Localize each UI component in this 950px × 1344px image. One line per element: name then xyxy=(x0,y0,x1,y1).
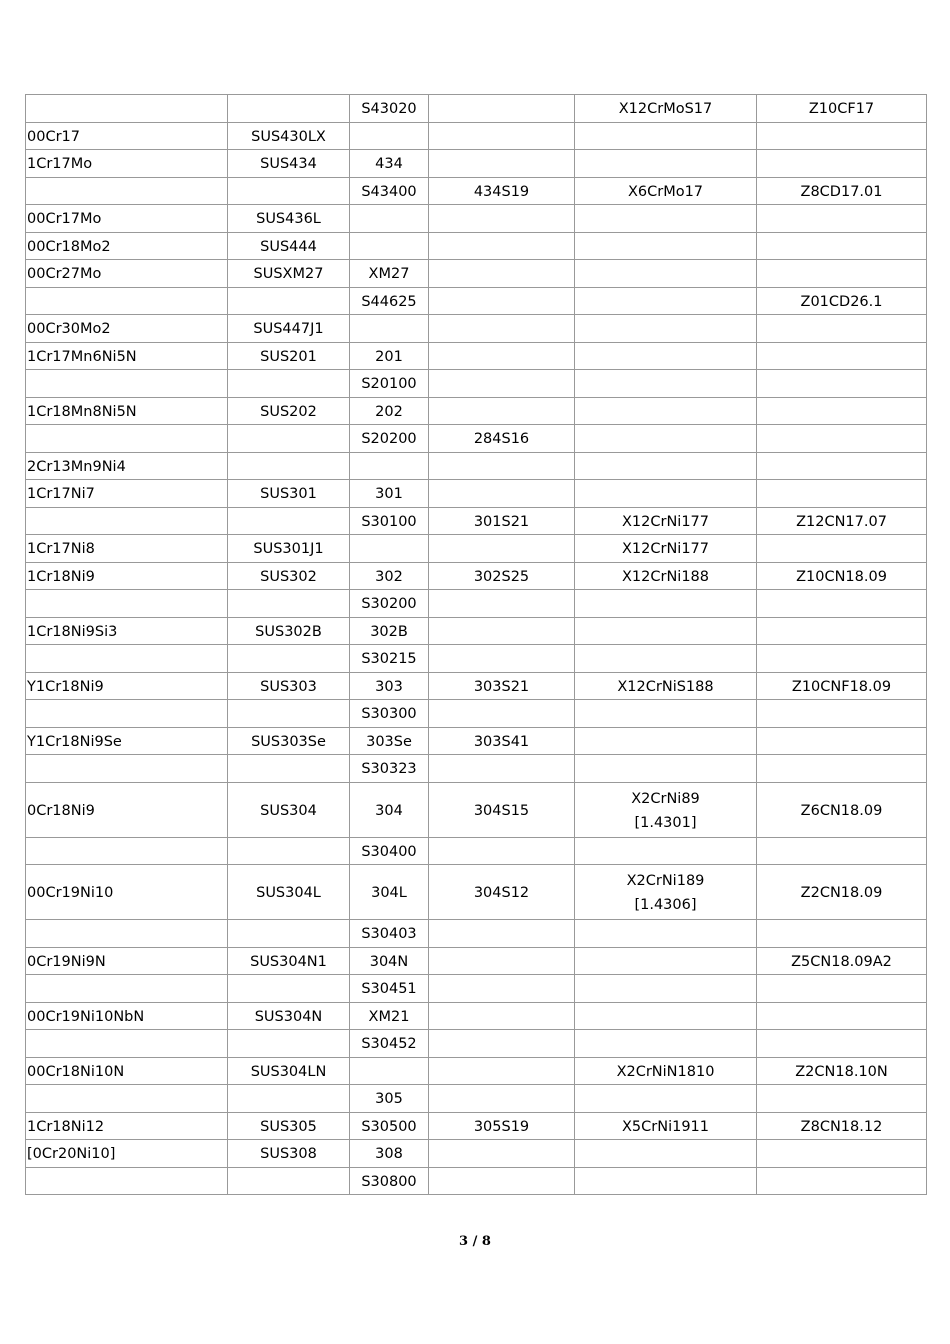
china-gb-grade-cell: 1Cr18Mn8Ni5N xyxy=(26,397,228,425)
china-gb-grade-cell xyxy=(26,700,228,728)
germany-din-grade-cell xyxy=(575,1030,757,1058)
uk-bs-grade-cell xyxy=(429,205,575,233)
table-row xyxy=(26,947,927,975)
usa-aisi-uns-grade-cell: S30215 xyxy=(350,645,429,673)
france-nf-grade-cell xyxy=(757,1167,927,1195)
japan-jis-grade-cell xyxy=(228,370,350,398)
uk-bs-grade-cell xyxy=(429,260,575,288)
table-row xyxy=(26,1167,927,1195)
table-row xyxy=(26,315,927,343)
table-row xyxy=(26,177,927,205)
uk-bs-grade-cell xyxy=(429,1002,575,1030)
china-gb-grade-cell: 1Cr17Ni7 xyxy=(26,480,228,508)
germany-din-grade-cell xyxy=(575,232,757,260)
uk-bs-grade-cell xyxy=(429,700,575,728)
china-gb-grade-cell xyxy=(26,837,228,865)
china-gb-grade-cell: 1Cr17Mo xyxy=(26,150,228,178)
germany-din-grade-cell xyxy=(575,782,757,837)
table-row xyxy=(26,122,927,150)
usa-aisi-uns-grade-cell: S30800 xyxy=(350,1167,429,1195)
uk-bs-grade-cell xyxy=(429,535,575,563)
table-row xyxy=(26,95,927,123)
japan-jis-grade-cell: SUS304L xyxy=(228,865,350,920)
usa-aisi-uns-grade-cell xyxy=(350,315,429,343)
usa-aisi-uns-grade-cell: 302 xyxy=(350,562,429,590)
table-row xyxy=(26,1002,927,1030)
uk-bs-grade-cell xyxy=(429,1167,575,1195)
germany-din-grade-cell xyxy=(575,1167,757,1195)
japan-jis-grade-cell: SUS308 xyxy=(228,1140,350,1168)
china-gb-grade-cell xyxy=(26,507,228,535)
germany-din-grade-cell xyxy=(575,947,757,975)
china-gb-grade-cell xyxy=(26,755,228,783)
france-nf-grade-cell: Z10CF17 xyxy=(757,95,927,123)
table-row xyxy=(26,1030,927,1058)
china-gb-grade-cell xyxy=(26,425,228,453)
china-gb-grade-cell: 0Cr18Ni9 xyxy=(26,782,228,837)
france-nf-grade-cell: Z5CN18.09A2 xyxy=(757,947,927,975)
japan-jis-grade-cell: SUS302 xyxy=(228,562,350,590)
france-nf-grade-cell xyxy=(757,480,927,508)
france-nf-grade-cell xyxy=(757,590,927,618)
france-nf-grade-cell: Z2CN18.10N xyxy=(757,1057,927,1085)
germany-din-grade-cell xyxy=(575,1002,757,1030)
france-nf-grade-cell xyxy=(757,920,927,948)
france-nf-grade-cell: Z10CNF18.09 xyxy=(757,672,927,700)
china-gb-grade-cell: [0Cr20Ni10] xyxy=(26,1140,228,1168)
france-nf-grade-cell xyxy=(757,645,927,673)
usa-aisi-uns-grade-cell: XM27 xyxy=(350,260,429,288)
uk-bs-grade-cell: 301S21 xyxy=(429,507,575,535)
usa-aisi-uns-grade-cell: S43020 xyxy=(350,95,429,123)
germany-din-grade-cell xyxy=(575,920,757,948)
germany-din-grade-cell xyxy=(575,700,757,728)
japan-jis-grade-cell: SUSXM27 xyxy=(228,260,350,288)
japan-jis-grade-cell xyxy=(228,95,350,123)
france-nf-grade-cell: Z2CN18.09 xyxy=(757,865,927,920)
usa-aisi-uns-grade-cell: S30323 xyxy=(350,755,429,783)
uk-bs-grade-cell xyxy=(429,645,575,673)
table-row xyxy=(26,150,927,178)
germany-din-grade-cell xyxy=(575,590,757,618)
germany-din-grade-cell xyxy=(575,260,757,288)
table-row xyxy=(26,865,927,920)
japan-jis-grade-cell: SUS305 xyxy=(228,1112,350,1140)
uk-bs-grade-cell: 304S12 xyxy=(429,865,575,920)
usa-aisi-uns-grade-cell xyxy=(350,1057,429,1085)
steel-grade-comparison-table xyxy=(25,94,927,1195)
germany-din-grade-cell xyxy=(575,122,757,150)
germany-din-grade-cell xyxy=(575,370,757,398)
japan-jis-grade-cell xyxy=(228,1030,350,1058)
china-gb-grade-cell: 1Cr18Ni12 xyxy=(26,1112,228,1140)
table-row xyxy=(26,1112,927,1140)
germany-din-grade-cell: X2CrNiN1810 xyxy=(575,1057,757,1085)
table-row xyxy=(26,342,927,370)
china-gb-grade-cell xyxy=(26,95,228,123)
japan-jis-grade-cell xyxy=(228,425,350,453)
japan-jis-grade-cell: SUS303 xyxy=(228,672,350,700)
japan-jis-grade-cell xyxy=(228,177,350,205)
uk-bs-grade-cell xyxy=(429,617,575,645)
france-nf-grade-cell xyxy=(757,1140,927,1168)
usa-aisi-uns-grade-cell: 201 xyxy=(350,342,429,370)
germany-din-grade-cell xyxy=(575,755,757,783)
table-row xyxy=(26,232,927,260)
uk-bs-grade-cell: 284S16 xyxy=(429,425,575,453)
germany-din-grade-cell: X12CrNi177 xyxy=(575,535,757,563)
china-gb-grade-cell: 00Cr18Mo2 xyxy=(26,232,228,260)
france-nf-grade-cell xyxy=(757,260,927,288)
china-gb-grade-cell xyxy=(26,645,228,673)
japan-jis-grade-cell: SUS201 xyxy=(228,342,350,370)
uk-bs-grade-cell xyxy=(429,342,575,370)
france-nf-grade-cell: Z8CD17.01 xyxy=(757,177,927,205)
table-row xyxy=(26,287,927,315)
france-nf-grade-cell xyxy=(757,205,927,233)
uk-bs-grade-cell xyxy=(429,1085,575,1113)
uk-bs-grade-cell xyxy=(429,452,575,480)
china-gb-grade-cell xyxy=(26,975,228,1003)
usa-aisi-uns-grade-cell xyxy=(350,452,429,480)
france-nf-grade-cell xyxy=(757,700,927,728)
china-gb-grade-cell: 00Cr17Mo xyxy=(26,205,228,233)
japan-jis-grade-cell: SUS304N1 xyxy=(228,947,350,975)
uk-bs-grade-cell: 304S15 xyxy=(429,782,575,837)
china-gb-grade-cell: 0Cr19Ni9N xyxy=(26,947,228,975)
germany-din-grade-cell xyxy=(575,865,757,920)
uk-bs-grade-cell xyxy=(429,397,575,425)
japan-jis-grade-cell xyxy=(228,1167,350,1195)
france-nf-grade-cell xyxy=(757,315,927,343)
germany-din-grade-cell: X6CrMo17 xyxy=(575,177,757,205)
germany-din-grade-cell xyxy=(575,150,757,178)
usa-aisi-uns-grade-cell: S20100 xyxy=(350,370,429,398)
france-nf-grade-cell xyxy=(757,837,927,865)
usa-aisi-uns-grade-cell: 303Se xyxy=(350,727,429,755)
usa-aisi-uns-grade-cell: S30200 xyxy=(350,590,429,618)
china-gb-grade-cell: 1Cr17Ni8 xyxy=(26,535,228,563)
china-gb-grade-cell: 1Cr17Mn6Ni5N xyxy=(26,342,228,370)
uk-bs-grade-cell xyxy=(429,287,575,315)
china-gb-grade-cell: 00Cr19Ni10 xyxy=(26,865,228,920)
japan-jis-grade-cell: SUS434 xyxy=(228,150,350,178)
usa-aisi-uns-grade-cell: 304N xyxy=(350,947,429,975)
germany-din-grade-cell xyxy=(575,397,757,425)
france-nf-grade-cell xyxy=(757,397,927,425)
germany-din-grade-cell xyxy=(575,617,757,645)
usa-aisi-uns-grade-cell: S30500 xyxy=(350,1112,429,1140)
china-gb-grade-cell: 1Cr18Ni9Si3 xyxy=(26,617,228,645)
japan-jis-grade-cell xyxy=(228,975,350,1003)
table-row xyxy=(26,837,927,865)
table-row xyxy=(26,260,927,288)
china-gb-grade-cell: Y1Cr18Ni9Se xyxy=(26,727,228,755)
din-material-number: [1.4301] xyxy=(634,814,697,831)
uk-bs-grade-cell: 303S21 xyxy=(429,672,575,700)
usa-aisi-uns-grade-cell: 303 xyxy=(350,672,429,700)
japan-jis-grade-cell: SUS304 xyxy=(228,782,350,837)
france-nf-grade-cell xyxy=(757,535,927,563)
japan-jis-grade-cell: SUS301J1 xyxy=(228,535,350,563)
japan-jis-grade-cell xyxy=(228,452,350,480)
france-nf-grade-cell xyxy=(757,232,927,260)
table-row xyxy=(26,205,927,233)
germany-din-grade-cell xyxy=(575,205,757,233)
usa-aisi-uns-grade-cell: 308 xyxy=(350,1140,429,1168)
japan-jis-grade-cell: SUS302B xyxy=(228,617,350,645)
steel-grade-table-container xyxy=(25,94,926,1195)
china-gb-grade-cell xyxy=(26,920,228,948)
uk-bs-grade-cell xyxy=(429,1140,575,1168)
table-row xyxy=(26,1085,927,1113)
france-nf-grade-cell: Z8CN18.12 xyxy=(757,1112,927,1140)
din-grade-name: X2CrNi89 xyxy=(631,790,700,807)
usa-aisi-uns-grade-cell: S44625 xyxy=(350,287,429,315)
uk-bs-grade-cell: 434S19 xyxy=(429,177,575,205)
table-row xyxy=(26,975,927,1003)
uk-bs-grade-cell xyxy=(429,1030,575,1058)
china-gb-grade-cell: 00Cr30Mo2 xyxy=(26,315,228,343)
china-gb-grade-cell xyxy=(26,287,228,315)
uk-bs-grade-cell xyxy=(429,1057,575,1085)
table-row xyxy=(26,920,927,948)
uk-bs-grade-cell xyxy=(429,95,575,123)
germany-din-grade-cell xyxy=(575,287,757,315)
usa-aisi-uns-grade-cell: 301 xyxy=(350,480,429,508)
usa-aisi-uns-grade-cell: S30452 xyxy=(350,1030,429,1058)
usa-aisi-uns-grade-cell: S20200 xyxy=(350,425,429,453)
japan-jis-grade-cell xyxy=(228,590,350,618)
table-row xyxy=(26,507,927,535)
usa-aisi-uns-grade-cell: S30300 xyxy=(350,700,429,728)
din-grade-name: X2CrNi189 xyxy=(626,873,705,889)
table-row xyxy=(26,590,927,618)
uk-bs-grade-cell: 302S25 xyxy=(429,562,575,590)
germany-din-grade-cell: X12CrMoS17 xyxy=(575,95,757,123)
france-nf-grade-cell xyxy=(757,122,927,150)
usa-aisi-uns-grade-cell: S30400 xyxy=(350,837,429,865)
france-nf-grade-cell: Z6CN18.09 xyxy=(757,782,927,837)
uk-bs-grade-cell xyxy=(429,122,575,150)
china-gb-grade-cell xyxy=(26,370,228,398)
japan-jis-grade-cell: SUS303Se xyxy=(228,727,350,755)
japan-jis-grade-cell xyxy=(228,1085,350,1113)
france-nf-grade-cell xyxy=(757,452,927,480)
china-gb-grade-cell xyxy=(26,1030,228,1058)
france-nf-grade-cell xyxy=(757,1002,927,1030)
china-gb-grade-cell xyxy=(26,1085,228,1113)
table-row xyxy=(26,562,927,590)
germany-din-grade-cell xyxy=(575,425,757,453)
usa-aisi-uns-grade-cell: S43400 xyxy=(350,177,429,205)
table-row xyxy=(26,755,927,783)
france-nf-grade-cell: Z10CN18.09 xyxy=(757,562,927,590)
usa-aisi-uns-grade-cell: S30451 xyxy=(350,975,429,1003)
china-gb-grade-cell xyxy=(26,590,228,618)
china-gb-grade-cell: 00Cr19Ni10NbN xyxy=(26,1002,228,1030)
uk-bs-grade-cell xyxy=(429,232,575,260)
table-row xyxy=(26,700,927,728)
table-row xyxy=(26,425,927,453)
japan-jis-grade-cell xyxy=(228,287,350,315)
uk-bs-grade-cell xyxy=(429,315,575,343)
france-nf-grade-cell xyxy=(757,617,927,645)
japan-jis-grade-cell: SUS436L xyxy=(228,205,350,233)
france-nf-grade-cell: Z01CD26.1 xyxy=(757,287,927,315)
japan-jis-grade-cell: SUS304N xyxy=(228,1002,350,1030)
china-gb-grade-cell: 00Cr17 xyxy=(26,122,228,150)
japan-jis-grade-cell xyxy=(228,755,350,783)
japan-jis-grade-cell: SUS444 xyxy=(228,232,350,260)
france-nf-grade-cell xyxy=(757,1085,927,1113)
japan-jis-grade-cell xyxy=(228,507,350,535)
germany-din-grade-cell xyxy=(575,975,757,1003)
france-nf-grade-cell xyxy=(757,150,927,178)
japan-jis-grade-cell: SUS301 xyxy=(228,480,350,508)
usa-aisi-uns-grade-cell xyxy=(350,232,429,260)
germany-din-grade-cell: X5CrNi1911 xyxy=(575,1112,757,1140)
japan-jis-grade-cell: SUS430LX xyxy=(228,122,350,150)
usa-aisi-uns-grade-cell: 434 xyxy=(350,150,429,178)
uk-bs-grade-cell: 303S41 xyxy=(429,727,575,755)
table-row xyxy=(26,535,927,563)
table-row xyxy=(26,782,927,837)
uk-bs-grade-cell xyxy=(429,150,575,178)
germany-din-grade-cell xyxy=(575,1140,757,1168)
germany-din-grade-cell xyxy=(575,837,757,865)
japan-jis-grade-cell: SUS304LN xyxy=(228,1057,350,1085)
uk-bs-grade-cell xyxy=(429,837,575,865)
uk-bs-grade-cell xyxy=(429,755,575,783)
germany-din-grade-cell: X12CrNi177 xyxy=(575,507,757,535)
uk-bs-grade-cell xyxy=(429,920,575,948)
usa-aisi-uns-grade-cell: 305 xyxy=(350,1085,429,1113)
france-nf-grade-cell xyxy=(757,1030,927,1058)
table-row xyxy=(26,672,927,700)
china-gb-grade-cell: 00Cr27Mo xyxy=(26,260,228,288)
table-body xyxy=(26,95,927,1195)
din-material-number: [1.4306] xyxy=(634,897,697,913)
usa-aisi-uns-grade-cell: S30100 xyxy=(350,507,429,535)
usa-aisi-uns-grade-cell: 304 xyxy=(350,782,429,837)
france-nf-grade-cell: Z12CN17.07 xyxy=(757,507,927,535)
usa-aisi-uns-grade-cell xyxy=(350,122,429,150)
japan-jis-grade-cell xyxy=(228,920,350,948)
usa-aisi-uns-grade-cell: S30403 xyxy=(350,920,429,948)
france-nf-grade-cell xyxy=(757,727,927,755)
japan-jis-grade-cell: SUS447J1 xyxy=(228,315,350,343)
usa-aisi-uns-grade-cell xyxy=(350,205,429,233)
table-row xyxy=(26,727,927,755)
table-row xyxy=(26,1140,927,1168)
usa-aisi-uns-grade-cell: 202 xyxy=(350,397,429,425)
france-nf-grade-cell xyxy=(757,342,927,370)
table-row xyxy=(26,480,927,508)
uk-bs-grade-cell xyxy=(429,590,575,618)
uk-bs-grade-cell xyxy=(429,947,575,975)
table-row xyxy=(26,397,927,425)
japan-jis-grade-cell xyxy=(228,837,350,865)
germany-din-grade-cell xyxy=(575,727,757,755)
table-row xyxy=(26,617,927,645)
table-row xyxy=(26,1057,927,1085)
germany-din-grade-cell xyxy=(575,1085,757,1113)
usa-aisi-uns-grade-cell: 302B xyxy=(350,617,429,645)
france-nf-grade-cell xyxy=(757,755,927,783)
usa-aisi-uns-grade-cell xyxy=(350,535,429,563)
france-nf-grade-cell xyxy=(757,370,927,398)
uk-bs-grade-cell xyxy=(429,370,575,398)
japan-jis-grade-cell: SUS202 xyxy=(228,397,350,425)
table-row xyxy=(26,370,927,398)
germany-din-grade-cell xyxy=(575,645,757,673)
china-gb-grade-cell: 2Cr13Mn9Ni4 xyxy=(26,452,228,480)
china-gb-grade-cell: 1Cr18Ni9 xyxy=(26,562,228,590)
china-gb-grade-cell xyxy=(26,177,228,205)
uk-bs-grade-cell xyxy=(429,975,575,1003)
germany-din-grade-cell xyxy=(575,315,757,343)
germany-din-grade-cell xyxy=(575,480,757,508)
usa-aisi-uns-grade-cell: 304L xyxy=(350,865,429,920)
uk-bs-grade-cell: 305S19 xyxy=(429,1112,575,1140)
germany-din-grade-cell: X12CrNi188 xyxy=(575,562,757,590)
table-row xyxy=(26,645,927,673)
uk-bs-grade-cell xyxy=(429,480,575,508)
germany-din-grade-cell: X12CrNiS188 xyxy=(575,672,757,700)
china-gb-grade-cell xyxy=(26,1167,228,1195)
page-number: 3 / 8 xyxy=(459,1234,491,1249)
france-nf-grade-cell xyxy=(757,975,927,1003)
china-gb-grade-cell: 00Cr18Ni10N xyxy=(26,1057,228,1085)
france-nf-grade-cell xyxy=(757,425,927,453)
japan-jis-grade-cell xyxy=(228,645,350,673)
table-row xyxy=(26,452,927,480)
usa-aisi-uns-grade-cell: XM21 xyxy=(350,1002,429,1030)
germany-din-grade-cell xyxy=(575,452,757,480)
germany-din-grade-cell xyxy=(575,342,757,370)
japan-jis-grade-cell xyxy=(228,700,350,728)
china-gb-grade-cell: Y1Cr18Ni9 xyxy=(26,672,228,700)
